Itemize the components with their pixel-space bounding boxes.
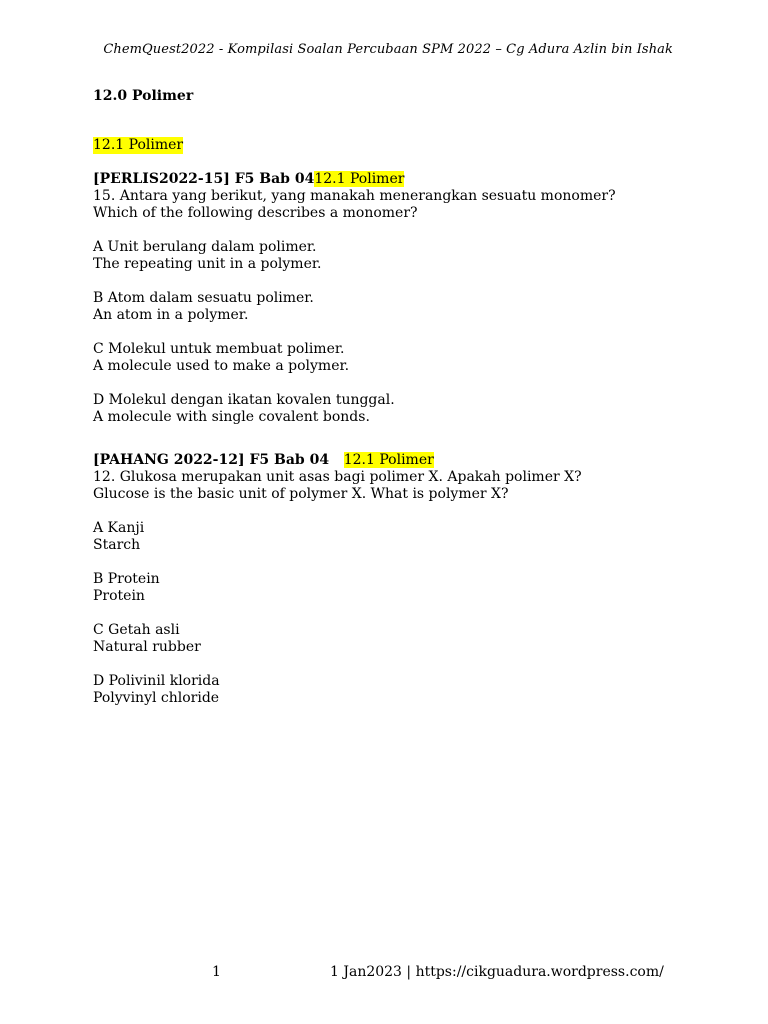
option-text-en: A molecule with single covalent bonds.	[93, 409, 370, 425]
option-text-ms: C Molekul untuk membuat polimer.	[93, 341, 345, 357]
question-header	[93, 452, 693, 469]
option-text-ms: A Kanji	[93, 520, 145, 536]
option-text-en: Natural rubber	[93, 639, 201, 655]
option-text-en: The repeating unit in a polymer.	[93, 256, 322, 272]
question-tag: [PERLIS2022-15] F5 Bab 04	[93, 171, 315, 187]
page-header: ChemQuest2022 - Kompilasi Soalan Percubaan SPM 2022 – Cg Adura Azlin bin Ishak	[103, 42, 673, 57]
chapter-title: 12.0 Polimer	[93, 88, 194, 104]
page-number: 1	[212, 964, 221, 980]
question-tag: [PAHANG 2022-12] F5 Bab 04	[93, 452, 330, 468]
question-block-1	[93, 171, 693, 426]
option-b	[93, 290, 693, 324]
option-text-en: Polyvinyl chloride	[93, 690, 220, 706]
option-c	[93, 341, 693, 375]
option-b	[93, 571, 693, 605]
question-text-ms: 12. Glukosa merupakan unit asas bagi polimer X. Apakah polimer X?	[93, 469, 582, 485]
option-text-ms: C Getah asli	[93, 622, 180, 638]
question-text-en: Which of the following describes a monomer?	[93, 205, 418, 221]
option-c	[93, 622, 693, 656]
section-title: 12.1 Polimer	[93, 137, 184, 153]
option-d	[93, 392, 693, 426]
option-text-ms: B Atom dalam sesuatu polimer.	[93, 290, 314, 306]
option-a	[93, 239, 693, 273]
question-text-ms: 15. Antara yang berikut, yang manakah menerangkan sesuatu monomer?	[93, 188, 616, 204]
option-text-en: Protein	[93, 588, 145, 604]
option-text-ms: D Polivinil klorida	[93, 673, 220, 689]
question-text-en: Glucose is the basic unit of polymer X. What is polymer X?	[93, 486, 509, 502]
option-text-en: A molecule used to make a polymer.	[93, 358, 350, 374]
option-text-ms: A Unit berulang dalam polimer.	[93, 239, 317, 255]
option-d	[93, 673, 693, 707]
topic-highlight: 12.1 Polimer	[314, 171, 405, 187]
document-body	[93, 88, 693, 707]
option-text-ms: B Protein	[93, 571, 160, 587]
option-text-en: Starch	[93, 537, 141, 553]
question-header	[93, 171, 693, 188]
option-a	[93, 520, 693, 554]
topic-highlight: 12.1 Polimer	[343, 452, 434, 468]
footer-date-url: 1 Jan2023 | https://cikguadura.wordpress.com/	[330, 964, 664, 980]
question-block-2	[93, 452, 693, 707]
option-text-ms: D Molekul dengan ikatan kovalen tunggal.	[93, 392, 395, 408]
option-text-en: An atom in a polymer.	[93, 307, 249, 323]
